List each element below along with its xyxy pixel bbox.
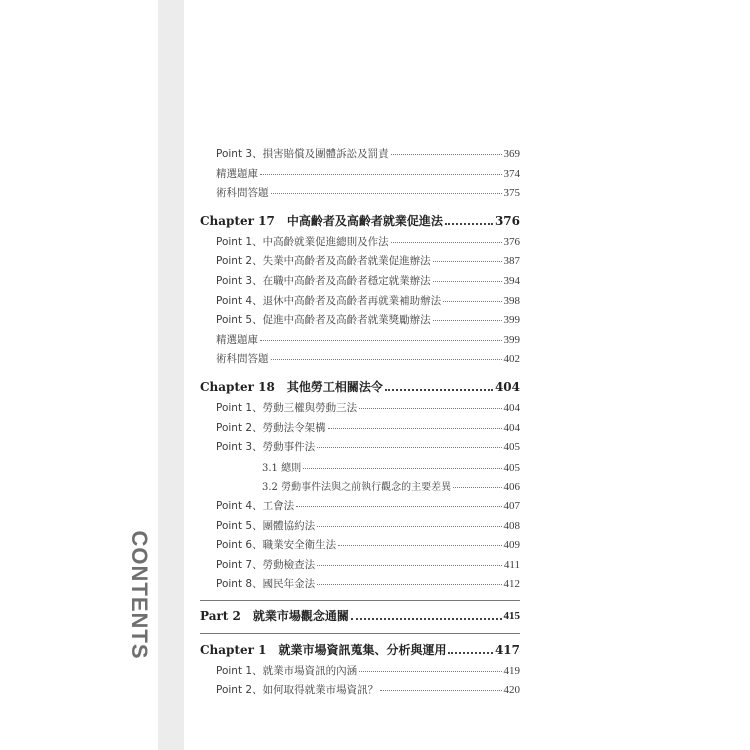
toc-chapter-entry[interactable] [200, 208, 520, 234]
toc-entry-label: 精選題庫 [216, 333, 258, 346]
side-title [124, 530, 154, 660]
side-band [158, 0, 184, 750]
toc-entry-label: Point 2、失業中高齡者及高齡者就業促進辦法 [216, 255, 431, 268]
dot-leader [433, 320, 502, 321]
side-title-text: CONTENTS [127, 530, 152, 660]
dot-leader [391, 242, 502, 243]
toc-entry-label: Point 1、就業市場資訊的內涵 [216, 664, 358, 677]
toc-entry-page: 409 [503, 539, 520, 552]
toc-point-entry[interactable] [200, 234, 520, 254]
toc-entry-page: 417 [494, 642, 520, 657]
toc-entry-page: 404 [503, 401, 520, 414]
dot-leader [317, 526, 501, 527]
toc-point-entry[interactable] [200, 312, 520, 332]
toc-entry-page: 394 [503, 274, 520, 287]
dot-leader [296, 506, 501, 507]
dot-leader [271, 359, 502, 360]
dot-leader [328, 428, 502, 429]
toc-entry-label: Point 1、中高齡就業促進總則及作法 [216, 235, 389, 248]
toc-entry-label: Point 2、如何取得就業市場資訊？ [216, 684, 379, 697]
toc-entry-page: 376 [494, 213, 520, 228]
toc-entry-label: Point 2、勞動法令架構 [216, 421, 326, 434]
dot-leader [303, 468, 501, 469]
toc-entry-page: 407 [503, 499, 520, 512]
dot-leader [443, 301, 501, 302]
toc-point-entry[interactable] [200, 420, 520, 440]
toc-chapter-entry[interactable] [200, 374, 520, 400]
dot-leader [433, 261, 502, 262]
dot-leader [359, 408, 501, 409]
toc-entry-page: 404 [503, 421, 520, 434]
toc-entry-page: 402 [503, 353, 520, 366]
toc-entry-page: 398 [503, 294, 520, 307]
toc-point-entry[interactable] [200, 518, 520, 538]
toc-entry-label: 術科問答題 [216, 187, 269, 200]
toc-point-entry[interactable] [200, 146, 520, 166]
toc-entry-label: Point 7、勞動檢查法 [216, 558, 316, 571]
toc-entry-label: Point 6、職業安全衛生法 [216, 539, 337, 552]
dot-leader [317, 584, 501, 585]
toc-entry-page: 399 [503, 333, 520, 346]
toc-point-entry[interactable] [200, 400, 520, 420]
toc-sub-entry[interactable] [200, 459, 520, 479]
toc-entry-label: Chapter 17 中高齡者及高齡者就業促進法 [200, 214, 443, 229]
toc-sub-entry[interactable] [200, 478, 520, 498]
toc-entry-label: Point 3、在職中高齡者及高齡者穩定就業辦法 [216, 274, 431, 287]
toc-entry-label: Part 2 就業市場觀念通關 [200, 609, 349, 624]
toc-point-entry[interactable] [200, 498, 520, 518]
toc-entry-label: Point 3、損害賠償及團體訴訟及罰責 [216, 148, 389, 160]
toc-divider [200, 633, 520, 634]
toc-entry-label: Point 1、勞動三權與勞動三法 [216, 401, 358, 414]
dot-leader [260, 174, 502, 175]
dot-leader [453, 487, 501, 488]
toc-entry-page: 404 [494, 379, 520, 394]
toc-entry-label: 3.2 勞動事件法與之前執行觀念的主要差異 [262, 482, 452, 494]
toc-entry-page: 420 [503, 684, 520, 697]
toc-entry-page: 412 [503, 578, 520, 591]
toc-part-entry[interactable] [200, 603, 520, 629]
toc-entry-page: 419 [503, 664, 520, 677]
toc-entry-label: 3.1 總則 [262, 462, 302, 474]
toc-point-entry[interactable] [200, 253, 520, 273]
dot-leader [448, 652, 492, 654]
toc-entry-label: Point 8、國民年金法 [216, 578, 316, 591]
toc-entry-page: 405 [503, 441, 520, 454]
toc-entry-label: Point 3、勞動事件法 [216, 441, 316, 454]
toc-point-entry[interactable] [200, 351, 520, 371]
toc-entry-page: 369 [503, 148, 520, 160]
toc-entry-page: 415 [503, 609, 520, 622]
dot-leader [433, 281, 502, 282]
dot-leader [391, 154, 502, 155]
toc-entry-page: 405 [503, 461, 520, 474]
table-of-contents [200, 146, 520, 702]
toc-point-entry[interactable] [200, 293, 520, 313]
toc-entry-page: 376 [503, 235, 520, 248]
toc-point-entry[interactable] [200, 576, 520, 596]
toc-entry-label: Chapter 18 其他勞工相關法令 [200, 380, 383, 395]
toc-entry-page: 408 [503, 519, 520, 532]
toc-point-entry[interactable] [200, 185, 520, 205]
dot-leader [260, 340, 502, 341]
toc-entry-page: 399 [503, 314, 520, 327]
toc-point-entry[interactable] [200, 439, 520, 459]
toc-entry-label: Point 5、促進中高齡者及高齡者就業獎勵辦法 [216, 314, 431, 327]
toc-entry-page: 411 [503, 558, 520, 571]
dot-leader [338, 545, 501, 546]
toc-chapter-entry[interactable] [200, 637, 520, 663]
dot-leader [380, 690, 501, 691]
toc-point-entry[interactable] [200, 273, 520, 293]
toc-entry-page: 387 [503, 255, 520, 268]
dot-leader [445, 223, 493, 225]
dot-leader [351, 618, 502, 620]
toc-point-entry[interactable] [200, 332, 520, 352]
dot-leader [359, 671, 501, 672]
dot-leader [317, 565, 502, 566]
toc-entry-page: 375 [503, 187, 520, 200]
toc-point-entry[interactable] [200, 537, 520, 557]
toc-entry-label: Point 4、退休中高齡者及高齡者再就業補助辦法 [216, 294, 442, 307]
toc-point-entry[interactable] [200, 166, 520, 186]
toc-entry-page: 374 [503, 167, 520, 180]
toc-point-entry[interactable] [200, 557, 520, 577]
toc-point-entry[interactable] [200, 682, 520, 702]
toc-entry-label: Point 4、工會法 [216, 499, 295, 512]
toc-point-entry[interactable] [200, 663, 520, 683]
toc-entry-label: Point 5、團體協約法 [216, 519, 316, 532]
toc-entry-label: 術科問答題 [216, 353, 269, 366]
toc-entry-label: 精選題庫 [216, 167, 258, 180]
dot-leader [271, 193, 502, 194]
dot-leader [385, 389, 493, 391]
toc-entry-label: Chapter 1 就業市場資訊蒐集、分析與運用 [200, 643, 447, 658]
toc-entry-page: 406 [503, 481, 520, 494]
dot-leader [317, 447, 501, 448]
toc-divider [200, 600, 520, 601]
